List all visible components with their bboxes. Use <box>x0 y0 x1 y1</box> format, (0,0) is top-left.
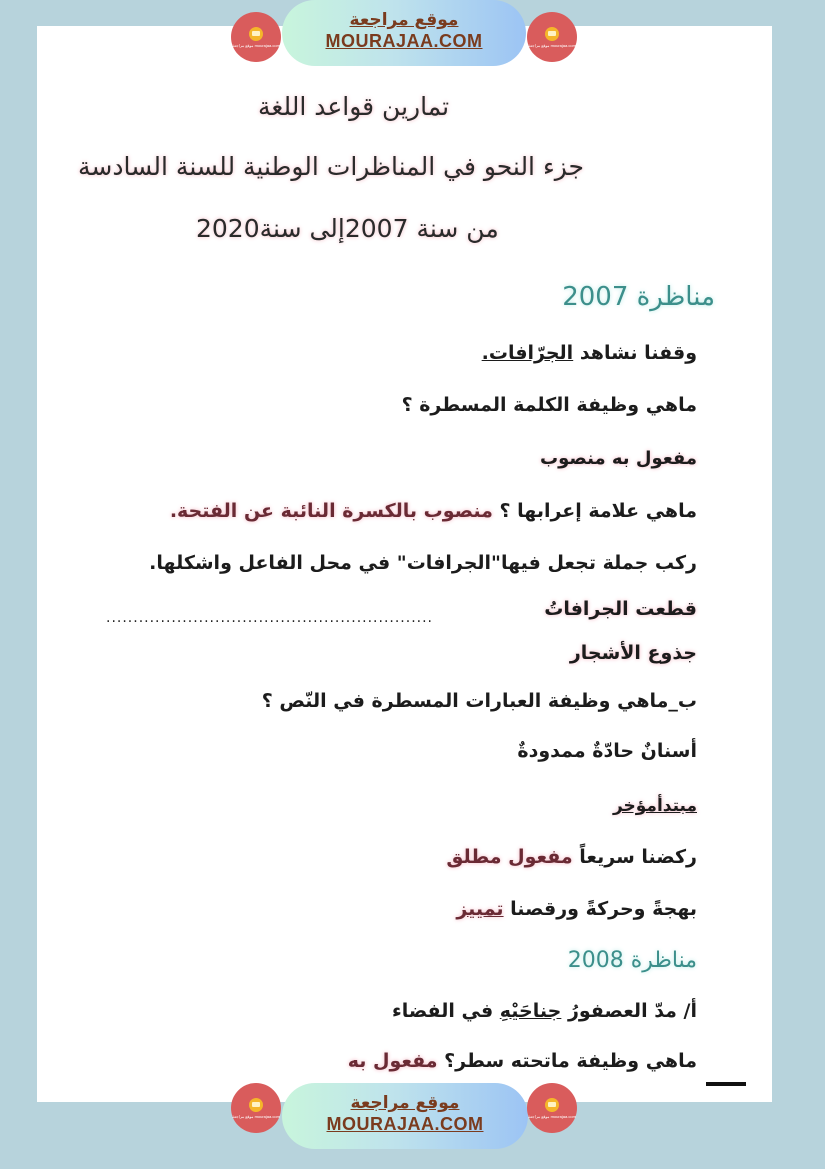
question-4: ب_ماهي وظيفة العبارات المسطرة في النّص ؟ <box>261 690 697 712</box>
site-logo-badge[interactable] <box>527 12 577 62</box>
example-sentence <box>392 1000 697 1022</box>
question-text: ماهي وظيفة ماتحته سطر؟ <box>437 1050 697 1072</box>
phrase-1-answer: مبتدأمؤخر <box>612 796 697 816</box>
question-3: ركب جملة تجعل فيها"الجرافات" في محل الفاعل واشكلها. <box>149 552 697 574</box>
phrase-1: أسنانٌ حادّةٌ ممدودةٌ <box>517 740 697 762</box>
phrase-2-answer: مفعول مطلق <box>446 846 573 868</box>
doc-date-range: من سنة 2007إلى سنة2020 <box>196 214 499 243</box>
separator-dash <box>706 1082 746 1086</box>
answer-1: مفعول به <box>347 1050 438 1072</box>
book-icon <box>249 27 263 41</box>
section-heading-2008: مناظرة 2008 <box>567 948 697 973</box>
logo-caption: موقع مراجعة mourajaa.com <box>528 42 576 48</box>
phrase-text: بهجةً وحركةً ورقصنا <box>503 898 697 920</box>
sentence-text: في الفضاء <box>391 1000 500 1022</box>
site-logo-badge[interactable] <box>527 1083 577 1133</box>
doc-title: تمارين قواعد اللغة <box>258 92 450 121</box>
answer-2: منصوب بالكسرة النائبة عن الفتحة. <box>169 500 493 522</box>
banner-link[interactable]: MOURAJAA.COM <box>325 31 483 51</box>
question-1: ماهي وظيفة الكلمة المسطرة ؟ <box>401 394 697 416</box>
logo-caption: موقع مراجعة mourajaa.com <box>232 1113 280 1119</box>
doc-subtitle: جزء النحو في المناظرات الوطنية للسنة السادسة <box>78 152 584 181</box>
site-logo-badge[interactable] <box>231 1083 281 1133</box>
underlined-word: جناحَيْهِ <box>499 1000 562 1022</box>
question-text: ماهي علامة إعرابها ؟ <box>492 500 697 522</box>
sentence-text: وقفنا نشاهد <box>573 342 697 364</box>
banner-arabic: موقع مراجعة <box>349 10 459 30</box>
logo-caption: موقع مراجعة mourajaa.com <box>528 1113 576 1119</box>
site-logo-badge[interactable] <box>231 12 281 62</box>
banner-link[interactable]: MOURAJAA.COM <box>326 1114 484 1134</box>
section-heading-2007: مناظرة 2007 <box>562 282 715 312</box>
answer-3-continued: جذوع الأشجار <box>569 642 697 664</box>
logo-caption: موقع مراجعة mourajaa.com <box>232 42 280 48</box>
fill-in-dots: ............................................................ <box>106 610 434 626</box>
phrase-2 <box>446 846 697 868</box>
answer-1: مفعول به منصوب <box>540 448 697 469</box>
question-1 <box>348 1050 697 1072</box>
phrase-3-answer: تمييز <box>456 898 504 920</box>
answer-3: قطعت الجرافاتُ <box>544 598 697 620</box>
book-icon <box>545 1098 559 1112</box>
sentence-text: أ/ مدّ العصفورُ <box>561 1000 697 1022</box>
question-2 <box>170 500 697 522</box>
phrase-text: ركضنا سريعاً <box>572 846 697 868</box>
phrase-3 <box>456 898 697 920</box>
banner-arabic: موقع مراجعة <box>350 1093 460 1113</box>
site-banner-top[interactable] <box>282 0 526 66</box>
underlined-word: الجرّافات. <box>481 342 574 364</box>
site-banner-bottom[interactable] <box>282 1083 528 1149</box>
book-icon <box>249 1098 263 1112</box>
book-icon <box>545 27 559 41</box>
example-sentence <box>482 342 697 364</box>
